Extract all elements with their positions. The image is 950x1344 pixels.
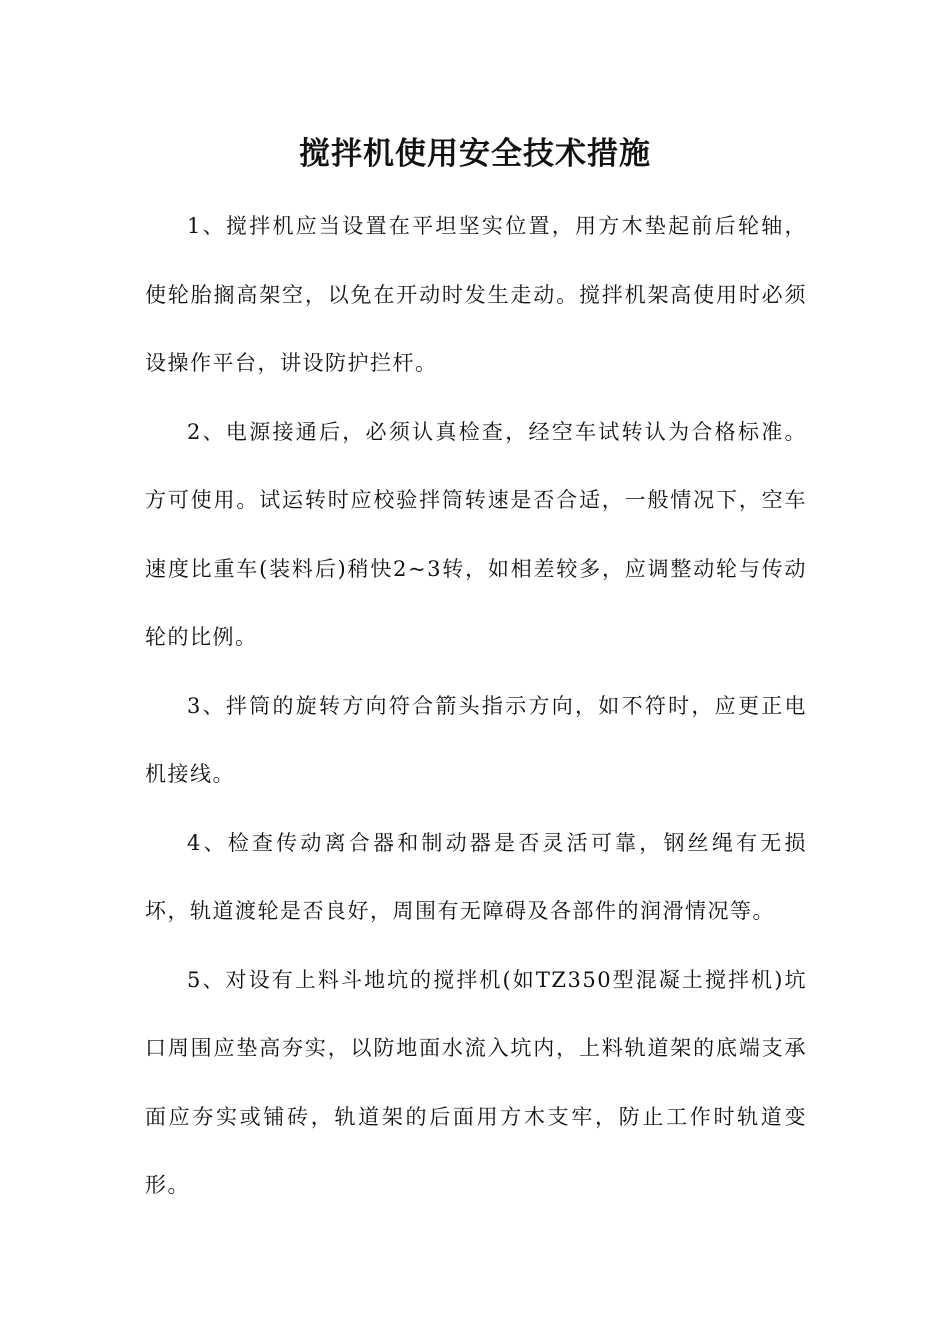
paragraph-4: 4、检查传动离合器和制动器是否灵活可靠，钢丝绳有无损坏，轨道渡轮是否良好，周围有无障碍及各部件的润滑情况等。 [145,830,807,923]
document-body [145,192,807,1220]
document-title: 搅拌机使用安全技术措施 [299,136,651,172]
paragraph-3: 3、拌筒的旋转方向符合箭头指示方向，如不符时，应更正电机接线。 [145,693,807,786]
paragraph-2: 2、电源接通后，必须认真检查，经空车试转认为合格标准。方可使用。试运转时应校验拌筒转速是否合适，一般情况下，空车速度比重车(装料后)稍快2~3转，如相差较多，应调整动轮与传动轮的比例。 [145,419,807,649]
paragraph-5: 5、对设有上料斗地坑的搅拌机(如TZ350型混凝土搅拌机)坑口周围应垫高夯实，以防地面水流入坑内，上料轨道架的底端支承面应夯实或铺砖，轨道架的后面用方木支牢，防止工作时轨道变形。 [145,967,807,1197]
paragraph-1: 1、搅拌机应当设置在平坦坚实位置，用方木垫起前后轮轴，使轮胎搁高架空，以免在开动时发生走动。搅拌机架高使用时必须设操作平台，讲设防护拦杆。 [145,214,807,375]
